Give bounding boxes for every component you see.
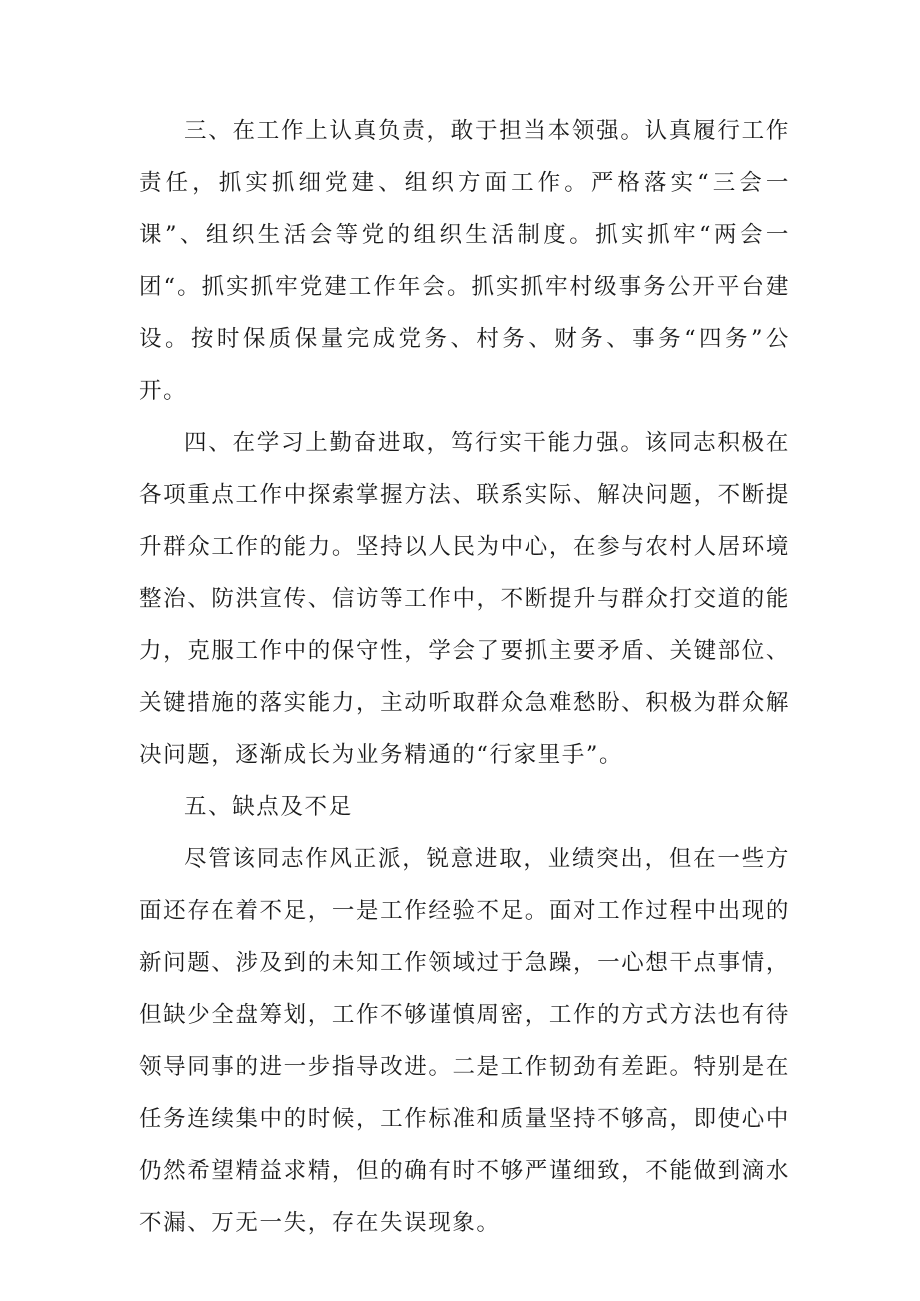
paragraph-work-responsibility: 三、在工作上认真负责，敢于担当本领强。认真履行工作责任，抓实抓细党建、组织方面工作。严格落实“三会一课”、组织生活会等党的组织生活制度。抓实抓牢“两会一团“。抓实抓牢党建工作年会。抓实抓牢村级事务公开平台建设。按时保质保量完成党务、村务、财务、事务“四务”公开。: [139, 118, 790, 404]
section-heading-shortcomings: 五、缺点及不足: [184, 794, 353, 820]
document-page: [139, 105, 790, 1249]
paragraph-shortcomings: 尽管该同志作风正派，锐意进取，业绩突出，但在一些方面还存在着不足，一是工作经验不足。面对工作过程中出现的新问题、涉及到的未知工作领域过于急躁，一心想干点事情，但缺少全盘筹划，工作不够谨慎周密，工作的方式方法也有待领导同事的进一步指导改进。二是工作韧劲有差距。特别是在任务连续集中的时候，工作标准和质量坚持不够高，即使心中仍然希望精益求精，但的确有时不够严谨细致，不能做到滴水不漏、万无一失，存在失误现象。: [139, 846, 790, 1236]
paragraph-study-diligence: 四、在学习上勤奋进取，笃行实干能力强。该同志积极在各项重点工作中探索掌握方法、联系实际、解决问题，不断提升群众工作的能力。坚持以人民为中心，在参与农村人居环境整治、防洪宣传、信访等工作中，不断提升与群众打交道的能力，克服工作中的保守性，学会了要抓主要矛盾、关键部位、关键措施的落实能力，主动听取群众急难愁盼、积极为群众解决问题，逐渐成长为业务精通的“行家里手”。: [139, 430, 790, 768]
